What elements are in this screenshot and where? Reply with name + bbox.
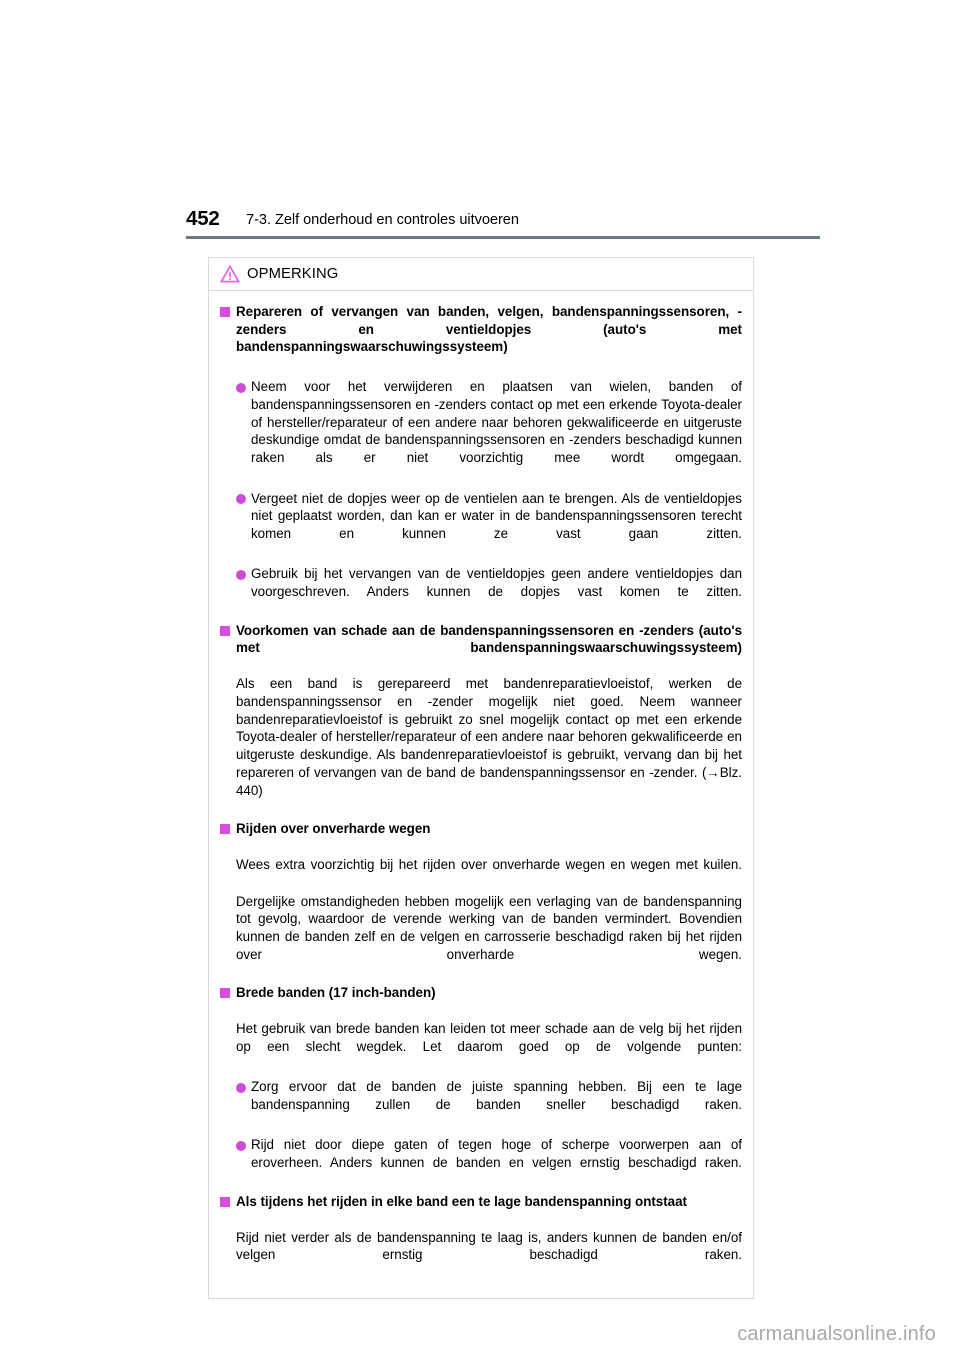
section-heading: Voorkomen van schade aan de bandenspanningssensoren en -zenders (auto's met bandenspanningswaarschuwingssysteem)	[220, 622, 742, 675]
site-watermark: carmanualsonline.info	[737, 1323, 936, 1345]
section-heading: Als tijdens het rijden in elke band een te lage bandenspanning ontstaat	[220, 1193, 742, 1228]
bullet-item: Neem voor het verwijderen en plaatsen van wielen, banden of bandenspanningssensoren en -zenders contact op met een erkende Toyota-dealer of hersteller/reparateur of een andere naar behoren gekwalificeerde en uitgeruste deskundige omdat de bandenspanningssensoren en -zenders beschadigd kunnen raken als er niet voorzichtig mee wordt omgegaan.	[220, 378, 742, 484]
paragraph: Wees extra voorzichtig bij het rijden over onverharde wegen en wegen met kuilen.	[236, 857, 742, 873]
notice-header	[209, 258, 753, 291]
header-divider	[186, 236, 820, 239]
paragraph: Dergelijke omstandigheden hebben mogelijk een verlaging van de bandenspanning tot gevolg, waardoor de verende werking van de banden vermindert. Bovendien kunnen de banden zelf en de velgen en carrosserie beschadigd raken bij het rijden over onverharde wegen.	[236, 893, 742, 962]
notice-body	[209, 291, 753, 1298]
section-heading: Brede banden (17 inch-banden)	[220, 984, 742, 1019]
notice-title: OPMERKING	[247, 266, 339, 282]
breadcrumb: 7-3. Zelf onderhoud en controles uitvoeren	[246, 212, 519, 228]
section-heading: Repareren of vervangen van banden, velgen, bandenspanningssensoren, -zenders en ventieldopjes (auto's met bandenspanningswaarschuwingssysteem)	[220, 303, 742, 373]
paragraph: Het gebruik van brede banden kan leiden tot meer schade aan de velg bij het rijden op een slecht wegdek. Let daarom goed op de volgende punten:	[236, 1021, 742, 1054]
bullet-item: Rijd niet door diepe gaten of tegen hoge of scherpe voorwerpen aan of eroverheen. Anders kunnen de banden en velgen ernstig beschadigd raken.	[220, 1136, 742, 1189]
page-header	[186, 206, 826, 236]
paragraph: Rijd niet verder als de bandenspanning te laag is, anders kunnen de banden en/of velgen ernstig beschadigd raken.	[236, 1229, 742, 1263]
bullet-item: Zorg ervoor dat de banden de juiste spanning hebben. Bij een te lage bandenspanning zullen de banden sneller beschadigd raken.	[220, 1078, 742, 1131]
bullet-item: Gebruik bij het vervangen van de ventieldopjes geen andere ventieldopjes dan voorgeschreven. Anders kunnen de dopjes vast komen te zitten.	[220, 565, 742, 618]
warning-triangle-icon	[220, 265, 240, 283]
page-number: 452	[186, 207, 220, 230]
bullet-item: Vergeet niet de dopjes weer op de ventielen aan te brengen. Als de ventieldopjes niet geplaatst worden, dan kan er water in de bandenspanningssensoren terecht komen en kunnen ze vast gaan zitten.	[220, 490, 742, 561]
paragraph: Als een band is gerepareerd met bandenreparatievloeistof, werken de bandenspanningssensor en -zender mogelijk niet goed. Neem wanneer bandenreparatievloeistof is gebruikt zo snel mogelijk contact op met een erkende Toyota-dealer of hersteller/reparateur of een andere naar behoren gekwalificeerde en uitgeruste deskundige. Als bandenreparatievloeistof is gebruikt, vervang dan bij het repareren of vervangen van de band de bandenspanningssensor en -zender. (→Blz. 440)	[236, 676, 742, 798]
section-heading: Rijden over onverharde wegen	[220, 820, 742, 855]
notice-box	[208, 257, 754, 1299]
